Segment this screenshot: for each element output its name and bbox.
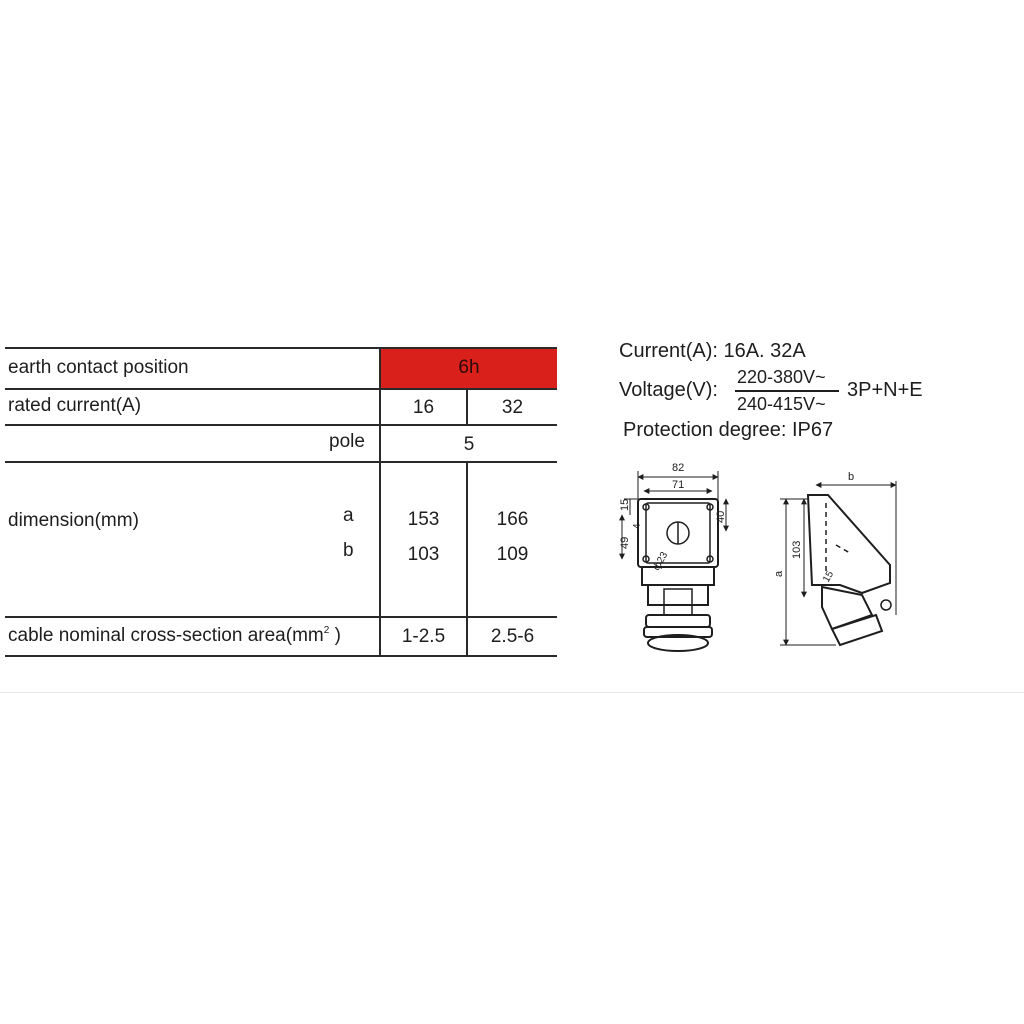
technical-drawing	[600, 455, 920, 665]
dimension-b-label: b	[343, 540, 354, 561]
section-divider	[0, 692, 1024, 693]
voltage-config: 3P+N+E	[847, 379, 923, 401]
side-dim-15: 15	[821, 569, 837, 585]
earth-contact-label: earth contact position	[8, 357, 189, 378]
table-rule	[5, 388, 557, 390]
side-view	[773, 471, 896, 645]
table-rule	[5, 655, 557, 657]
pole-value: 5	[463, 434, 475, 455]
table-rule	[5, 616, 557, 618]
side-dim-b: b	[848, 471, 855, 483]
front-dim-inner: 71	[672, 479, 685, 491]
front-dim-width: 82	[672, 462, 685, 474]
voltage-label: Voltage(V):	[619, 379, 718, 401]
side-dim-a: a	[773, 570, 785, 577]
cable-area-label-main: cable nominal cross-section area(mm	[8, 625, 324, 646]
dimension-a-label: a	[343, 505, 354, 526]
front-dim-small: 4	[632, 523, 643, 529]
protection-spec: Protection degree: IP67	[623, 419, 834, 441]
voltage-bottom: 240-415V~	[737, 394, 826, 414]
voltage-fraction-bar	[735, 390, 839, 392]
front-dim-hole: 49	[619, 536, 631, 549]
rated-current-32: 32	[501, 397, 524, 418]
cable-area-label-end: )	[329, 625, 341, 646]
cable-area-32: 2.5-6	[490, 626, 535, 647]
dimension-b-16: 103	[407, 544, 440, 565]
side-dim-103: 103	[791, 540, 803, 559]
rated-current-16: 16	[412, 397, 435, 418]
dimension-a-16: 153	[407, 509, 440, 530]
dimension-label: dimension(mm)	[8, 510, 139, 531]
front-dim-right: 40	[715, 510, 727, 523]
dimension-b-32: 109	[496, 544, 529, 565]
pole-label: pole	[329, 431, 365, 452]
voltage-top: 220-380V~	[737, 367, 826, 387]
earth-contact-value: 6h	[458, 357, 480, 378]
rated-current-label: rated current(A)	[8, 395, 142, 416]
front-dim-diameter: ф23	[651, 550, 671, 573]
dimension-a-32: 166	[496, 509, 529, 530]
table-rule	[5, 461, 557, 463]
cable-area-label	[8, 626, 341, 645]
table-column-rule	[379, 347, 381, 657]
table-rule	[5, 424, 557, 426]
front-dim-top: 15	[619, 498, 631, 511]
current-spec: Current(A): 16A. 32A	[619, 340, 806, 362]
cable-area-16: 1-2.5	[401, 626, 446, 647]
cable-area-label-sup: 2	[323, 625, 330, 636]
front-view	[619, 462, 727, 651]
